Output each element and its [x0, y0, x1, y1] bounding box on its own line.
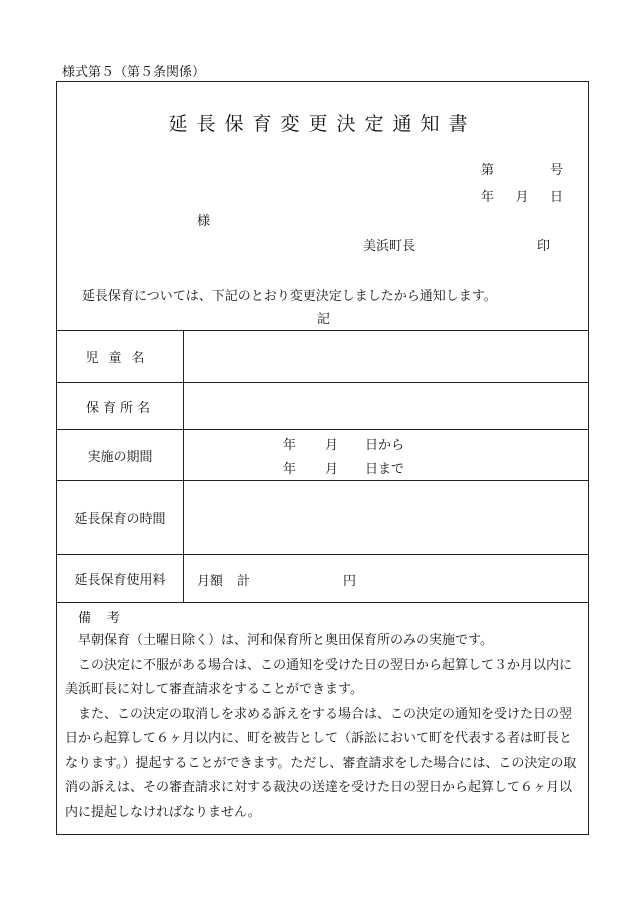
fee-value: [183, 555, 588, 602]
period-value: [183, 430, 588, 480]
child-name-label: 児童名: [85, 351, 155, 366]
note-paragraph: 早朝保育（土曜日除く）は、河和保育所と奥田保育所のみの実施です。: [78, 633, 493, 648]
fee-unit: 円: [343, 574, 357, 589]
ki-heading: 記: [317, 312, 331, 327]
document-title: 延長保育変更決定通知書: [168, 113, 477, 135]
row-extended-hours: [57, 480, 588, 554]
seal-mark: 印: [537, 239, 551, 254]
doc-number-suffix: 号: [549, 163, 563, 178]
child-name-value: [183, 331, 588, 382]
fee-monthly: 月額: [197, 574, 224, 589]
notes-section: [57, 602, 588, 820]
notes-heading: 備考: [78, 611, 137, 626]
period-to: 年 月 日まで: [283, 462, 405, 477]
addressee-suffix: 様: [197, 214, 211, 229]
issuer: 美浜町長: [363, 239, 416, 254]
form-number: 様式第５（第５条関係）: [62, 65, 206, 80]
row-period: [57, 429, 588, 480]
period-from: 年 月 日から: [283, 438, 405, 453]
doc-date-day: 日: [549, 190, 563, 205]
period-label: 実施の期間: [87, 449, 153, 465]
notes-body: [65, 629, 580, 825]
fee-label: 延長保育使用料: [74, 573, 166, 588]
row-usage-fee: [57, 554, 588, 602]
document-number: [481, 159, 563, 178]
doc-date-month: 月: [515, 190, 529, 205]
fee-total: 計: [237, 574, 251, 589]
doc-date-year: 年: [481, 190, 495, 205]
document-date: [481, 186, 563, 205]
row-nursery-name: [57, 382, 588, 429]
note-paragraph: また、この決定の取消しを求める訴えをする場合は、この決定の通知を受けた日の翌日から起算して６ヶ月以内に、町を被告として（訴訟において町を代表する者は町長となります。）提起することができます。ただし、審査請求をした場合には、この決定の取消の訴えは、その審査請求に対する裁決の送達を受けた日の翌日から起算して６ヶ月以内に提起しなければなりません。: [65, 706, 577, 820]
hours-value: [183, 481, 588, 554]
nursery-name-value: [183, 383, 588, 429]
note-paragraph: この決定に不服がある場合は、この通知を受けた日の翌日から起算して３か月以内に美浜町長に対して審査請求をすることができます。: [65, 657, 573, 697]
intro-text: 延長保育については、下記のとおり変更決定しましたから通知します。: [82, 289, 497, 304]
nursery-name-label: 保育所名: [85, 400, 154, 416]
doc-number-prefix: 第: [481, 163, 495, 178]
row-child-name: [57, 330, 588, 382]
hours-label: 延長保育の時間: [74, 512, 166, 527]
notice-frame: [56, 81, 589, 835]
